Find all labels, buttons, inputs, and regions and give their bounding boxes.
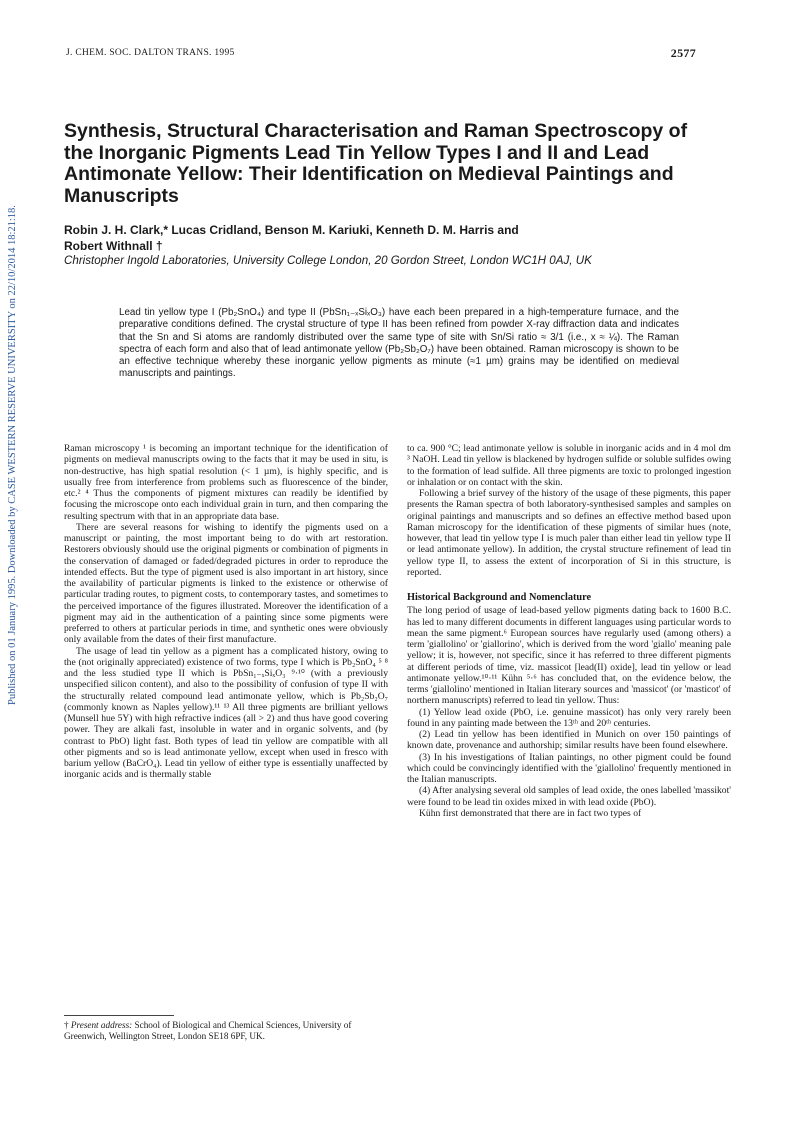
footnote-marker: † <box>64 1020 69 1030</box>
list-item: (1) Yellow lead oxide (PbO, i.e. genuine massicot) has only very rarely been found in any painting made between the 13ᵗʰ and 20ᵗʰ centuries. <box>407 706 731 729</box>
left-column <box>64 443 388 781</box>
abstract: Lead tin yellow type I (Pb₂SnO₄) and type II (PbSn₁₋ₓSiₓO₃) have each been prepared in a high-temperature furnace, and the preparative conditions defined. The crystal structure of type II has been refined from powder X-ray diffraction data and indicates that the Sn and Si atoms are randomly distributed over the same type of site with Sn/Si ratio ≈ 3/1 (i.e., x ≈ ¼). The Raman spectra of each form and also that of lead antimonate yellow (Pb₂Sb₂O₇) have been obtained. Raman microscopy is shown to be an effective technique whereby these inorganic yellow pigments as minute (≈1 µm) grains may be identified on medieval manuscripts and paintings. <box>119 307 679 380</box>
section-heading: Historical Background and Nomenclature <box>407 592 592 603</box>
footnote <box>64 1015 388 1042</box>
affiliation: Christopher Ingold Laboratories, University College London, 20 Gordon Street, London WC1H 0AJ, UK <box>64 254 592 267</box>
author-line-2: Robert Withnall † <box>64 239 163 253</box>
footnote-label: Present address: <box>70 1020 133 1030</box>
list-item: (4) After analysing several old samples of lead oxide, the ones labelled 'massikot' were found to be lead tin oxides mixed in with lead oxide (PbO). <box>407 785 731 808</box>
paragraph: to ca. 900 °C; lead antimonate yellow is soluble in inorganic acids and in 4 mol dm ³ NaOH. Lead tin yellow is blackened by hydrogen sulfide or soluble sulfides owing to the formation of lead sulfide. All three pigments are toxic to prolonged ingestion or inhalation or on contact with the skin. <box>407 443 731 488</box>
author-list <box>64 222 704 254</box>
paragraph: There are several reasons for wishing to identify the pigments used on a manuscript or painting, the most important being to do with art restoration. Restorers obviously should use the original pigments or combination of pigments in the conservation of damaged or faded/degraded pictures in order to reproduce the intended effects. But the type of pigment used is also important in art history, since the availability of particular pigments is linked to the existence or otherwise of particular trading routes, to pigment costs, to contemporary tastes, and sometimes to the perceived importance of the figures illustrated. Moreover the identification of a pigment may aid in the authentication of a painting since some pigments were preferred to others at particular periods in time, and synthetic ones were obviously only available from the dates of their first manufacture. <box>64 521 388 646</box>
paragraph: Kühn first demonstrated that there are in fact two types of <box>419 807 642 819</box>
footnote-rule <box>64 1015 174 1016</box>
author-line-1: Robin J. H. Clark,* Lucas Cridland, Benson M. Kariuki, Kenneth D. M. Harris and <box>64 223 519 237</box>
right-column <box>407 443 731 819</box>
list-item: (3) In his investigations of Italian paintings, no other pigment could be found which could be convincingly identified with the 'giallolino' frequently mentioned in the Italian manuscripts. <box>407 751 731 785</box>
paragraph: Raman microscopy ¹ is becoming an important technique for the identification of pigments on medieval manuscripts owing to the facts that it may be used in situ, is non-destructive, has high spatial resolution (< 1 µm), is highly specific, and is usually free from interference from problems such as fluorescence of the binder, etc.² ⁴ Thus the components of pigment mixtures can readily be identified by focusing the microscope onto each individual grain in turn, and then comparing the resulting spectrum with that in an appropriate data base. <box>64 443 388 522</box>
paragraph: The long period of usage of lead-based yellow pigments dating back to 1600 B.C. has led to many different documents in different languages using particular words to mean the same pigment.⁶ European sources have regularly used (among others) a term 'giallolino' or 'giallorino', which is derived from the word 'giallo' meaning pale yellow; it is, however, not specific, since it has referred to three different pigments at different periods of time, viz. massicot [lead(II) oxide], lead tin yellow or lead antimonate yellow.¹⁰·¹¹ Kühn ⁵·⁶ has concluded that, on the evidence below, the terms 'giallolino' mentioned in Italian literary sources and 'massicot' (or 'masticot' of northern manuscripts) referred to lead tin yellow. Thus: <box>407 605 731 707</box>
article-title: Synthesis, Structural Characterisation and Raman Spectroscopy of the Inorganic Pigments Lead Tin Yellow Types I and II and Lead Antimonate Yellow: Their Identification on Medieval Paintings and Manuscripts <box>64 120 688 207</box>
journal-citation: J. CHEM. SOC. DALTON TRANS. 1995 <box>66 48 235 58</box>
list-item: (2) Lead tin yellow has been identified in Munich on over 150 paintings of known date, provenance and authorship; similar results have been found elsewhere. <box>407 729 731 752</box>
paragraph: Following a brief survey of the history of the usage of these pigments, this paper presents the Raman spectra of both laboratory-synthesised samples and samples on original paintings and manuscripts and so defines an effective method based upon Raman microscopy for the identification of these pigments of similar hues (note, however, that lead tin yellow type I is much paler than either lead tin yellow type II or lead antimonate yellow). In addition, the crystal structure refinement of lead tin yellow type II, to assess the extent of incorporation of Si in this structure, is reported. <box>407 488 731 578</box>
footnote-text: School of Biological and Chemical Sciences, University of Greenwich, Wellington Street, London SE18 6PF, UK. <box>64 1020 352 1041</box>
running-head <box>66 48 696 58</box>
download-watermark-text: Published on 01 January 1995. Downloaded by CASE WESTERN RESERVE UNIVERSITY on 22/10/2014 18:21:18. <box>7 205 18 705</box>
page-number: 2577 <box>670 46 696 60</box>
download-watermark <box>4 185 18 705</box>
paragraph: The usage of lead tin yellow as a pigment has a complicated history, owing to the (not originally appreciated) existence of two forms, type I which is Pb₂SnO₄ ⁵ ⁸ and the less studied type II which is PbSn₁₋ₓSiₓO₃ ⁹·¹⁰ (with a previously unspecified silicon content), and also to the possibility of confusion of type II with the structurally related compound lead antimonate yellow, which is Pb₂Sb₂O₇ (commonly known as Naples yellow).¹¹ ¹³ All three pigments are brilliant yellows (Munsell hue 5Y) with high refractive indices (all > 2) and thus have good covering power. They are alkali fast, insoluble in water and in organic solvents, and (by contrast to PbO) light fast. Both types of lead tin yellow are compatible with all other pigments and so is lead antimonate yellow, except when used in fresco with barium yellow (BaCrO₄). Lead tin yellow of either type is essentially unaffected by inorganic acids and is thermally stable <box>64 645 388 781</box>
